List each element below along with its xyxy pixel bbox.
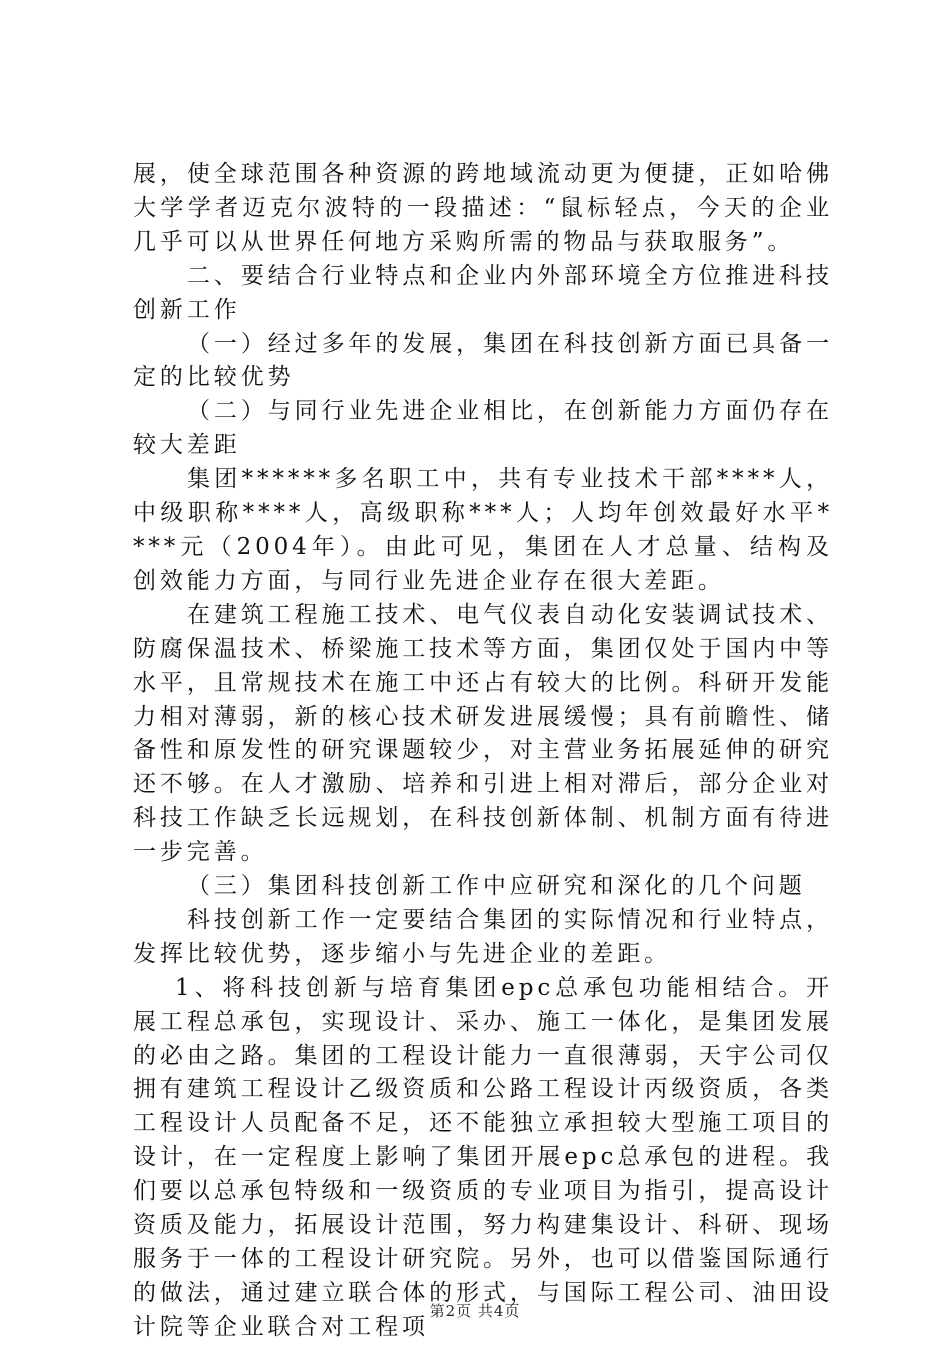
document-body bbox=[133, 158, 833, 1345]
paragraph-innovation-intro: 科技创新工作一定要结合集团的实际情况和行业特点，发挥比较优势，逐步缩小与先进企业的差距。 bbox=[133, 906, 833, 967]
subheading-1: （一）经过多年的发展，集团在科技创新方面已具备一定的比较优势 bbox=[133, 330, 833, 391]
paragraph-staff-statistics: 集团******多名职工中，共有专业技术干部****人，中级职称****人，高级职称***人；人均年创效最好水平****元（2004年）。由此可见，集团在人才总量、结构及创效能力方面，与同行业先进企业存在很大差距。 bbox=[133, 466, 833, 594]
page-number-footer: 第2页 共4页 bbox=[429, 1302, 521, 1320]
paragraph-epc-contracting: 1、将科技创新与培育集团epc总承包功能相结合。开展工程总承包，实现设计、采办、施工一体化，是集团发展的必由之路。集团的工程设计能力一直很薄弱，天宇公司仅拥有建筑工程设计乙级资质和公路工程设计丙级资质，各类工程设计人员配备不足，还不能独立承担较大型施工项目的设计，在一定程度上影响了集团开展epc总承包的进程。我们要以总承包特级和一级资质的专业项目为指引，提高设计资质及能力，拓展设计范围，努力构建集设计、科研、现场服务于一体的工程设计研究院。另外，也可以借鉴国际通行的做法，通过建立联合体的形式，与国际工程公司、油田设计院等企业联合对工程项 bbox=[133, 974, 833, 1340]
paragraph-technology-level: 在建筑工程施工技术、电气仪表自动化安装调试技术、防腐保温技术、桥梁施工技术等方面，集团仅处于国内中等水平，且常规技术在施工中还占有较大的比例。科研开发能力相对薄弱，新的核心技术研发进展缓慢；具有前瞻性、储备性和原发性的研究课题较少，对主营业务拓展延伸的研究还不够。在人才激励、培养和引进上相对滞后，部分企业对科技工作缺乏长远规划，在科技创新体制、机制方面有待进一步完善。 bbox=[133, 601, 833, 866]
paragraph-continuation: 展，使全球范围各种资源的跨地域流动更为便捷，正如哈佛大学学者迈克尔波特的一段描述：“鼠标轻点，今天的企业几乎可以从世界任何地方采购所需的物品与获取服务”。 bbox=[133, 161, 833, 255]
section-heading-2: 二、要结合行业特点和企业内外部环境全方位推进科技创新工作 bbox=[133, 262, 833, 323]
subheading-2: （二）与同行业先进企业相比，在创新能力方面仍存在较大差距 bbox=[133, 398, 833, 459]
subheading-3: （三）集团科技创新工作中应研究和深化的几个问题 bbox=[187, 873, 806, 900]
